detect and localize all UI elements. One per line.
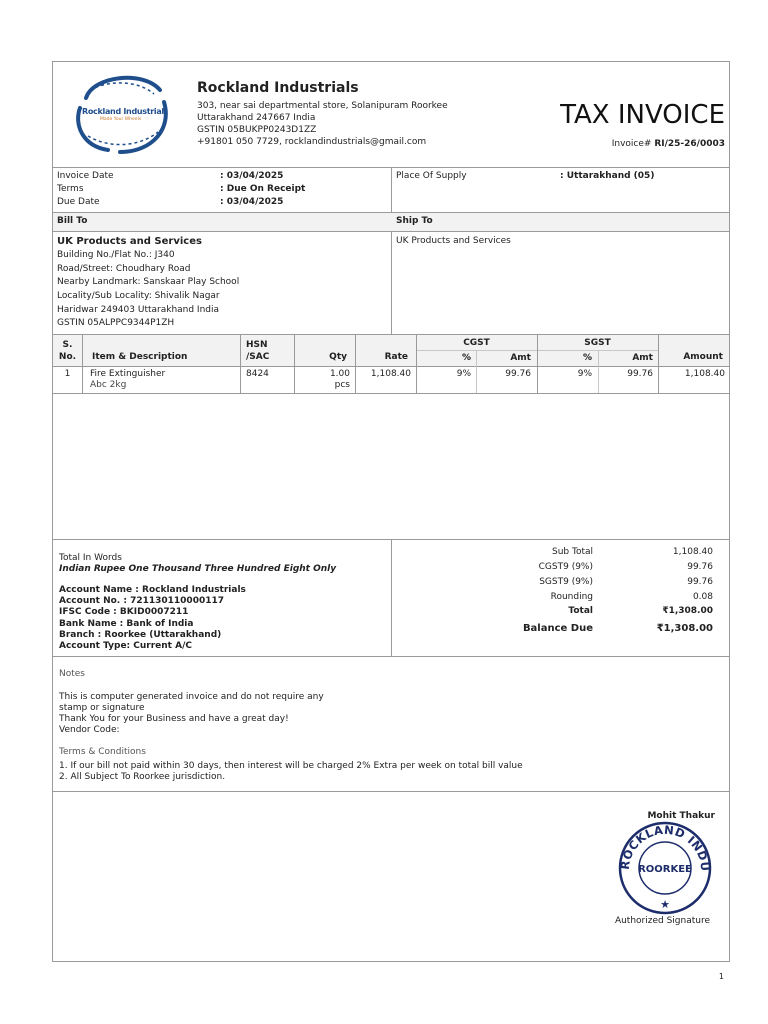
sgst-total-value: 99.76: [687, 577, 713, 587]
bank-account-number: Account No. : 721130110000117: [59, 596, 225, 606]
due-date-value: : 03/04/2025: [220, 197, 284, 207]
col-item-description: Item & Description: [92, 352, 188, 362]
row-desc: Abc 2kg: [90, 380, 127, 390]
place-of-supply-label: Place Of Supply: [396, 171, 467, 181]
row-amount: 1,108.40: [684, 369, 725, 379]
row-sgst-amt: 99.76: [627, 369, 653, 379]
col-hsn: /SAC: [246, 352, 270, 362]
page-number: 1: [718, 972, 724, 981]
authorized-signature-label: Authorized Signature: [614, 916, 710, 926]
col-sgst-amt: Amt: [632, 353, 653, 363]
col-hsn: HSN: [246, 340, 268, 350]
rounding-value: 0.08: [692, 592, 713, 602]
bank-name: Bank Name : Bank of India: [59, 619, 194, 629]
bill-to-line: GSTIN 05ALPPC9344P1ZH: [57, 318, 175, 328]
company-address-line2: Uttarakhand 247667 India: [197, 113, 316, 123]
company-name: Rockland Industrials: [197, 80, 359, 96]
terms-value: : Due On Receipt: [220, 184, 306, 194]
notes-line: stamp or signature: [59, 703, 145, 713]
notes-line: This is computer generated invoice and do not require any: [59, 692, 324, 702]
invoice-number-label: Invoice#: [611, 139, 652, 149]
col-sno: S.: [62, 340, 73, 350]
logo-text: Rockland Industrial: [82, 107, 164, 116]
col-cgst-amt: Amt: [510, 353, 531, 363]
subtotal-value: 1,108.40: [672, 547, 713, 557]
cgst-total-value: 99.76: [687, 562, 713, 572]
col-sgst-pct: %: [582, 353, 592, 363]
bank-account-type: Account Type: Current A/C: [59, 641, 192, 651]
sgst-total-label: SGST9 (9%): [539, 577, 593, 587]
bill-to-line: Nearby Landmark: Sanskaar Play School: [57, 277, 240, 287]
place-of-supply-value: : Uttarakhand (05): [560, 171, 655, 181]
row-unit: pcs: [334, 380, 350, 390]
bank-ifsc: IFSC Code : BKID0007211: [59, 607, 189, 617]
bill-to-heading: Bill To: [57, 216, 88, 226]
row-sgst-pct: 9%: [577, 369, 592, 379]
ship-to-name: UK Products and Services: [396, 236, 511, 246]
notes-line: Vendor Code:: [59, 725, 120, 735]
company-stamp: [615, 820, 715, 915]
col-rate: Rate: [384, 352, 408, 362]
bill-to-name: UK Products and Services: [57, 236, 202, 247]
bank-branch: Branch : Roorkee (Uttarakhand): [59, 630, 222, 640]
col-amount: Amount: [683, 352, 723, 362]
logo-tagline: Made Your Wheels: [100, 117, 142, 122]
invoice-date-value: : 03/04/2025: [220, 171, 284, 181]
col-cgst: CGST: [463, 338, 490, 348]
document-title: TAX INVOICE: [560, 100, 725, 130]
svg-text:ROCKLAND INDUSTRIALS: ROCKLAND INDU: [617, 822, 713, 873]
col-sno: No.: [58, 352, 77, 362]
invoice-number: [560, 139, 725, 150]
row-qty: 1.00: [329, 369, 350, 379]
row-sno: 1: [64, 369, 71, 379]
notes-heading: Notes: [59, 669, 85, 679]
total-value: ₹1,308.00: [662, 606, 713, 616]
notes-line: Thank You for your Business and have a great day!: [59, 714, 289, 724]
total-in-words-value: Indian Rupee One Thousand Three Hundred Eight Only: [59, 564, 337, 574]
col-qty: Qty: [329, 352, 347, 362]
bill-to-line: Road/Street: Choudhary Road: [57, 264, 191, 274]
col-sgst: SGST: [584, 338, 611, 348]
col-cgst-pct: %: [461, 353, 471, 363]
company-contact: +91801 050 7729, rocklandindustrials@gmail.com: [197, 137, 427, 147]
subtotal-label: Sub Total: [551, 547, 593, 557]
cgst-total-label: CGST9 (9%): [538, 562, 593, 572]
rounding-label: Rounding: [550, 592, 593, 602]
balance-due-label: Balance Due: [522, 623, 593, 634]
invoice-number-value: RI/25-26/0003: [654, 139, 725, 149]
invoice-date-label: Invoice Date: [57, 171, 114, 181]
row-rate: 1,108.40: [370, 369, 411, 379]
row-hsn: 8424: [246, 369, 269, 379]
svg-text:★: ★: [660, 898, 670, 911]
terms-label: Terms: [57, 184, 84, 194]
row-cgst-pct: 9%: [456, 369, 471, 379]
terms-line: 1. If our bill not paid within 30 days, then interest will be charged 2% Extra per week on total bill value: [59, 761, 523, 771]
signer-name: Mohit Thakur: [647, 811, 715, 821]
bill-to-line: Locality/Sub Locality: Shivalik Nagar: [57, 291, 220, 301]
terms-line: 2. All Subject To Roorkee jurisdiction.: [59, 772, 226, 782]
total-label: Total: [568, 606, 593, 616]
bill-to-line: Haridwar 249403 Uttarakhand India: [57, 305, 220, 315]
due-date-label: Due Date: [57, 197, 100, 207]
terms-heading: Terms & Conditions: [59, 747, 146, 757]
row-item: Fire Extinguisher: [90, 369, 166, 379]
bill-to-line: Building No./Flat No.: J340: [57, 250, 175, 260]
balance-due-value: ₹1,308.00: [656, 623, 713, 634]
row-cgst-amt: 99.76: [505, 369, 531, 379]
company-address-line1: 303, near sai departmental store, Solanipuram Roorkee: [197, 101, 448, 111]
bank-account-name: Account Name : Rockland Industrials: [59, 585, 246, 595]
ship-to-heading: Ship To: [396, 216, 433, 226]
svg-text:ROORKEE: ROORKEE: [638, 864, 692, 875]
total-in-words-label: Total In Words: [59, 553, 122, 563]
company-gstin: GSTIN 05BUKPP0243D1ZZ: [197, 125, 317, 135]
company-logo: [68, 68, 178, 158]
